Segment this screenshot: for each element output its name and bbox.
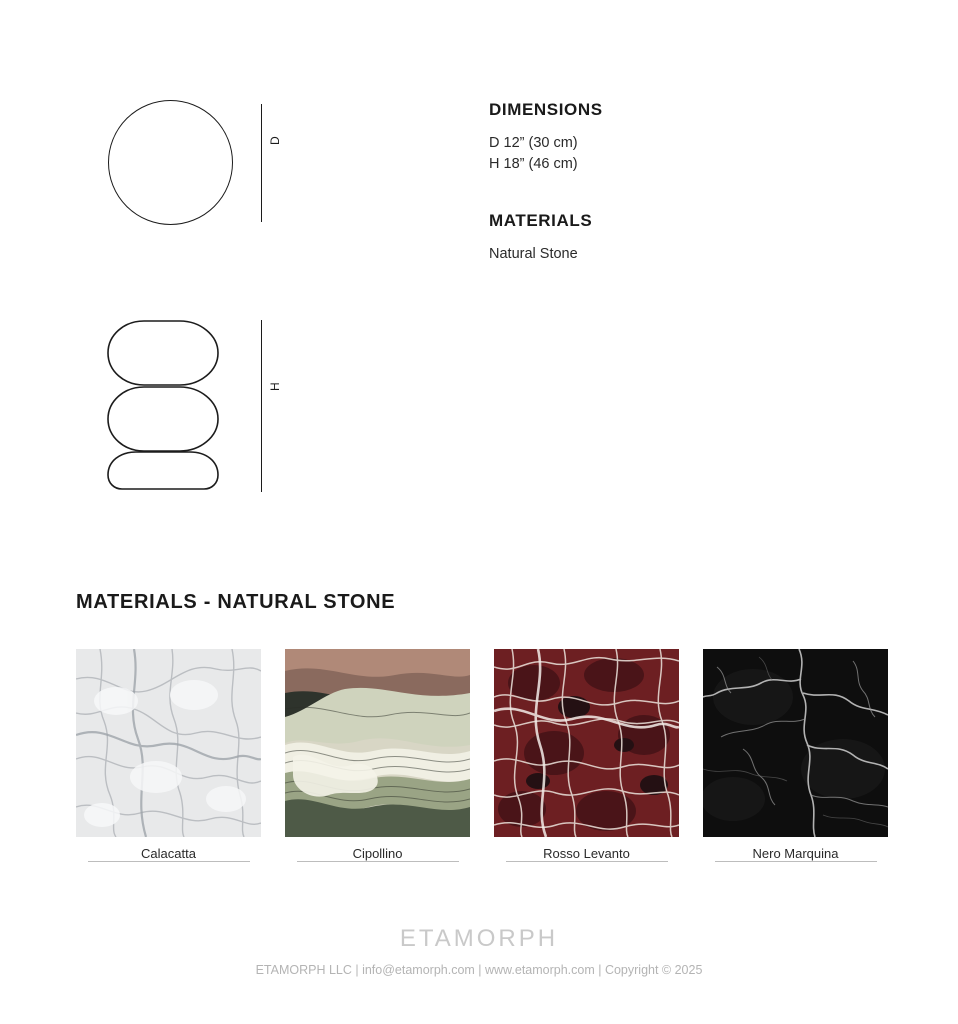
rosso-levanto-swatch-image[interactable] <box>494 649 679 837</box>
nero-marquina-caption: Nero Marquina <box>752 846 839 861</box>
rosso-levanto-caption: Rosso Levanto <box>543 846 630 861</box>
dimensions-heading: DIMENSIONS <box>489 100 603 119</box>
material-swatch-nero-marquina[interactable] <box>703 649 888 862</box>
materials-section-title: MATERIALS - NATURAL STONE <box>76 591 396 613</box>
cipollino-caption: Cipollino <box>352 846 403 861</box>
cipollino-caption-rule <box>297 861 459 862</box>
material-swatch-row <box>76 649 896 862</box>
materials-heading: MATERIALS <box>489 211 593 230</box>
nero-marquina-caption-rule <box>715 861 877 862</box>
dimension-line-diameter: D 12” (30 cm) <box>489 135 578 151</box>
footer-legal-text: ETAMORPH LLC | info@etamorph.com | www.etamorph.com | Copyright © 2025 <box>255 963 703 977</box>
side-view-drawing <box>100 315 320 495</box>
height-dimension-label: H <box>268 381 282 391</box>
rosso-levanto-caption-rule <box>506 861 668 862</box>
height-dimension-line <box>261 320 262 492</box>
calacatta-swatch-image[interactable] <box>76 649 261 837</box>
nero-marquina-swatch-image[interactable] <box>703 649 888 837</box>
top-view-drawing <box>100 100 300 230</box>
material-swatch-rosso-levanto[interactable] <box>494 649 679 862</box>
diameter-dimension-label: D <box>268 135 282 145</box>
vase-profile-shape <box>100 315 250 495</box>
materials-value: Natural Stone <box>489 246 578 262</box>
page-footer <box>0 925 958 977</box>
calacatta-caption-rule <box>88 861 250 862</box>
calacatta-caption: Calacatta <box>141 846 196 861</box>
diameter-dimension-line <box>261 104 262 222</box>
specs-text-block <box>489 100 869 265</box>
cipollino-swatch-image[interactable] <box>285 649 470 837</box>
materials-spec-group <box>489 211 869 265</box>
material-swatch-cipollino[interactable] <box>285 649 470 862</box>
material-swatch-calacatta[interactable] <box>76 649 261 862</box>
dimension-line-height: H 18” (46 cm) <box>489 156 578 172</box>
circle-top-view-shape <box>108 100 233 225</box>
footer-brand: ETAMORPH <box>399 925 559 952</box>
